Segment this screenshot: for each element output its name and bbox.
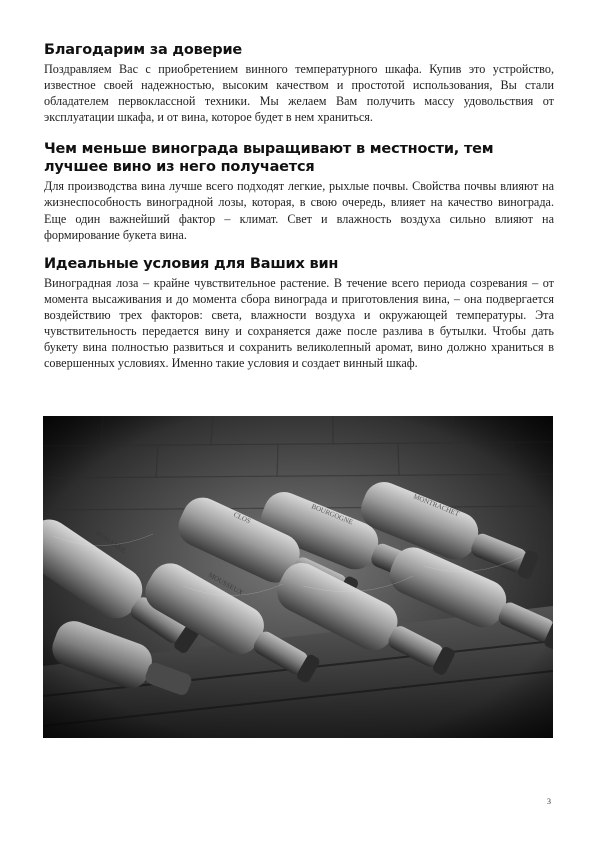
section-text-grapes: Для производства вина лучше всего подходят легкие, рыхлые почвы. Свойства почвы влияют на жизнеспособность виноградной лозы, которая, в свою очередь, влияет на качество винограда. Еще один важнейший фактор – климат. Свет и влажность воздуха сильно влияют на формирование букета вина.	[44, 179, 554, 242]
section-heading-grapes: Чем меньше винограда выращивают в местности, тем лучшее вино из него получается	[44, 141, 494, 176]
wine-bottles-photo	[43, 416, 553, 738]
section-text-conditions: Виноградная лоза – крайне чувствительное растение. В течение всего периода созревания – от момента высаживания и до момента сбора винограда и приготовления вина, – она подвергается воздействию трех факторов: света, влажности воздуха и окружающей температуры. Эта чувствительность передается вину и сохраняется даже после разлива в бутылки. Чтобы дать букету вина полностью развиться и сохранить великолепный аромат, вино должно храниться в совершенных условиях. Именно такие условия и создает винный шкаф.	[44, 275, 554, 371]
section-text-thanks: Поздравляем Вас с приобретением винного температурного шкафа. Купив это устройство, известное своей надежностью, высоким качеством и простотой использования, Вы стали обладателем первоклассной техники. Мы желаем Вам получить массу удовольствия от эксплуатации шкафа, и от вина, которое будет в нем храниться.	[44, 62, 554, 125]
section-heading-conditions: Идеальные условия для Ваших вин	[44, 255, 339, 272]
document-body	[44, 41, 554, 371]
section-heading-thanks: Благодарим за доверие	[44, 42, 243, 58]
page-number: 3	[547, 797, 551, 806]
